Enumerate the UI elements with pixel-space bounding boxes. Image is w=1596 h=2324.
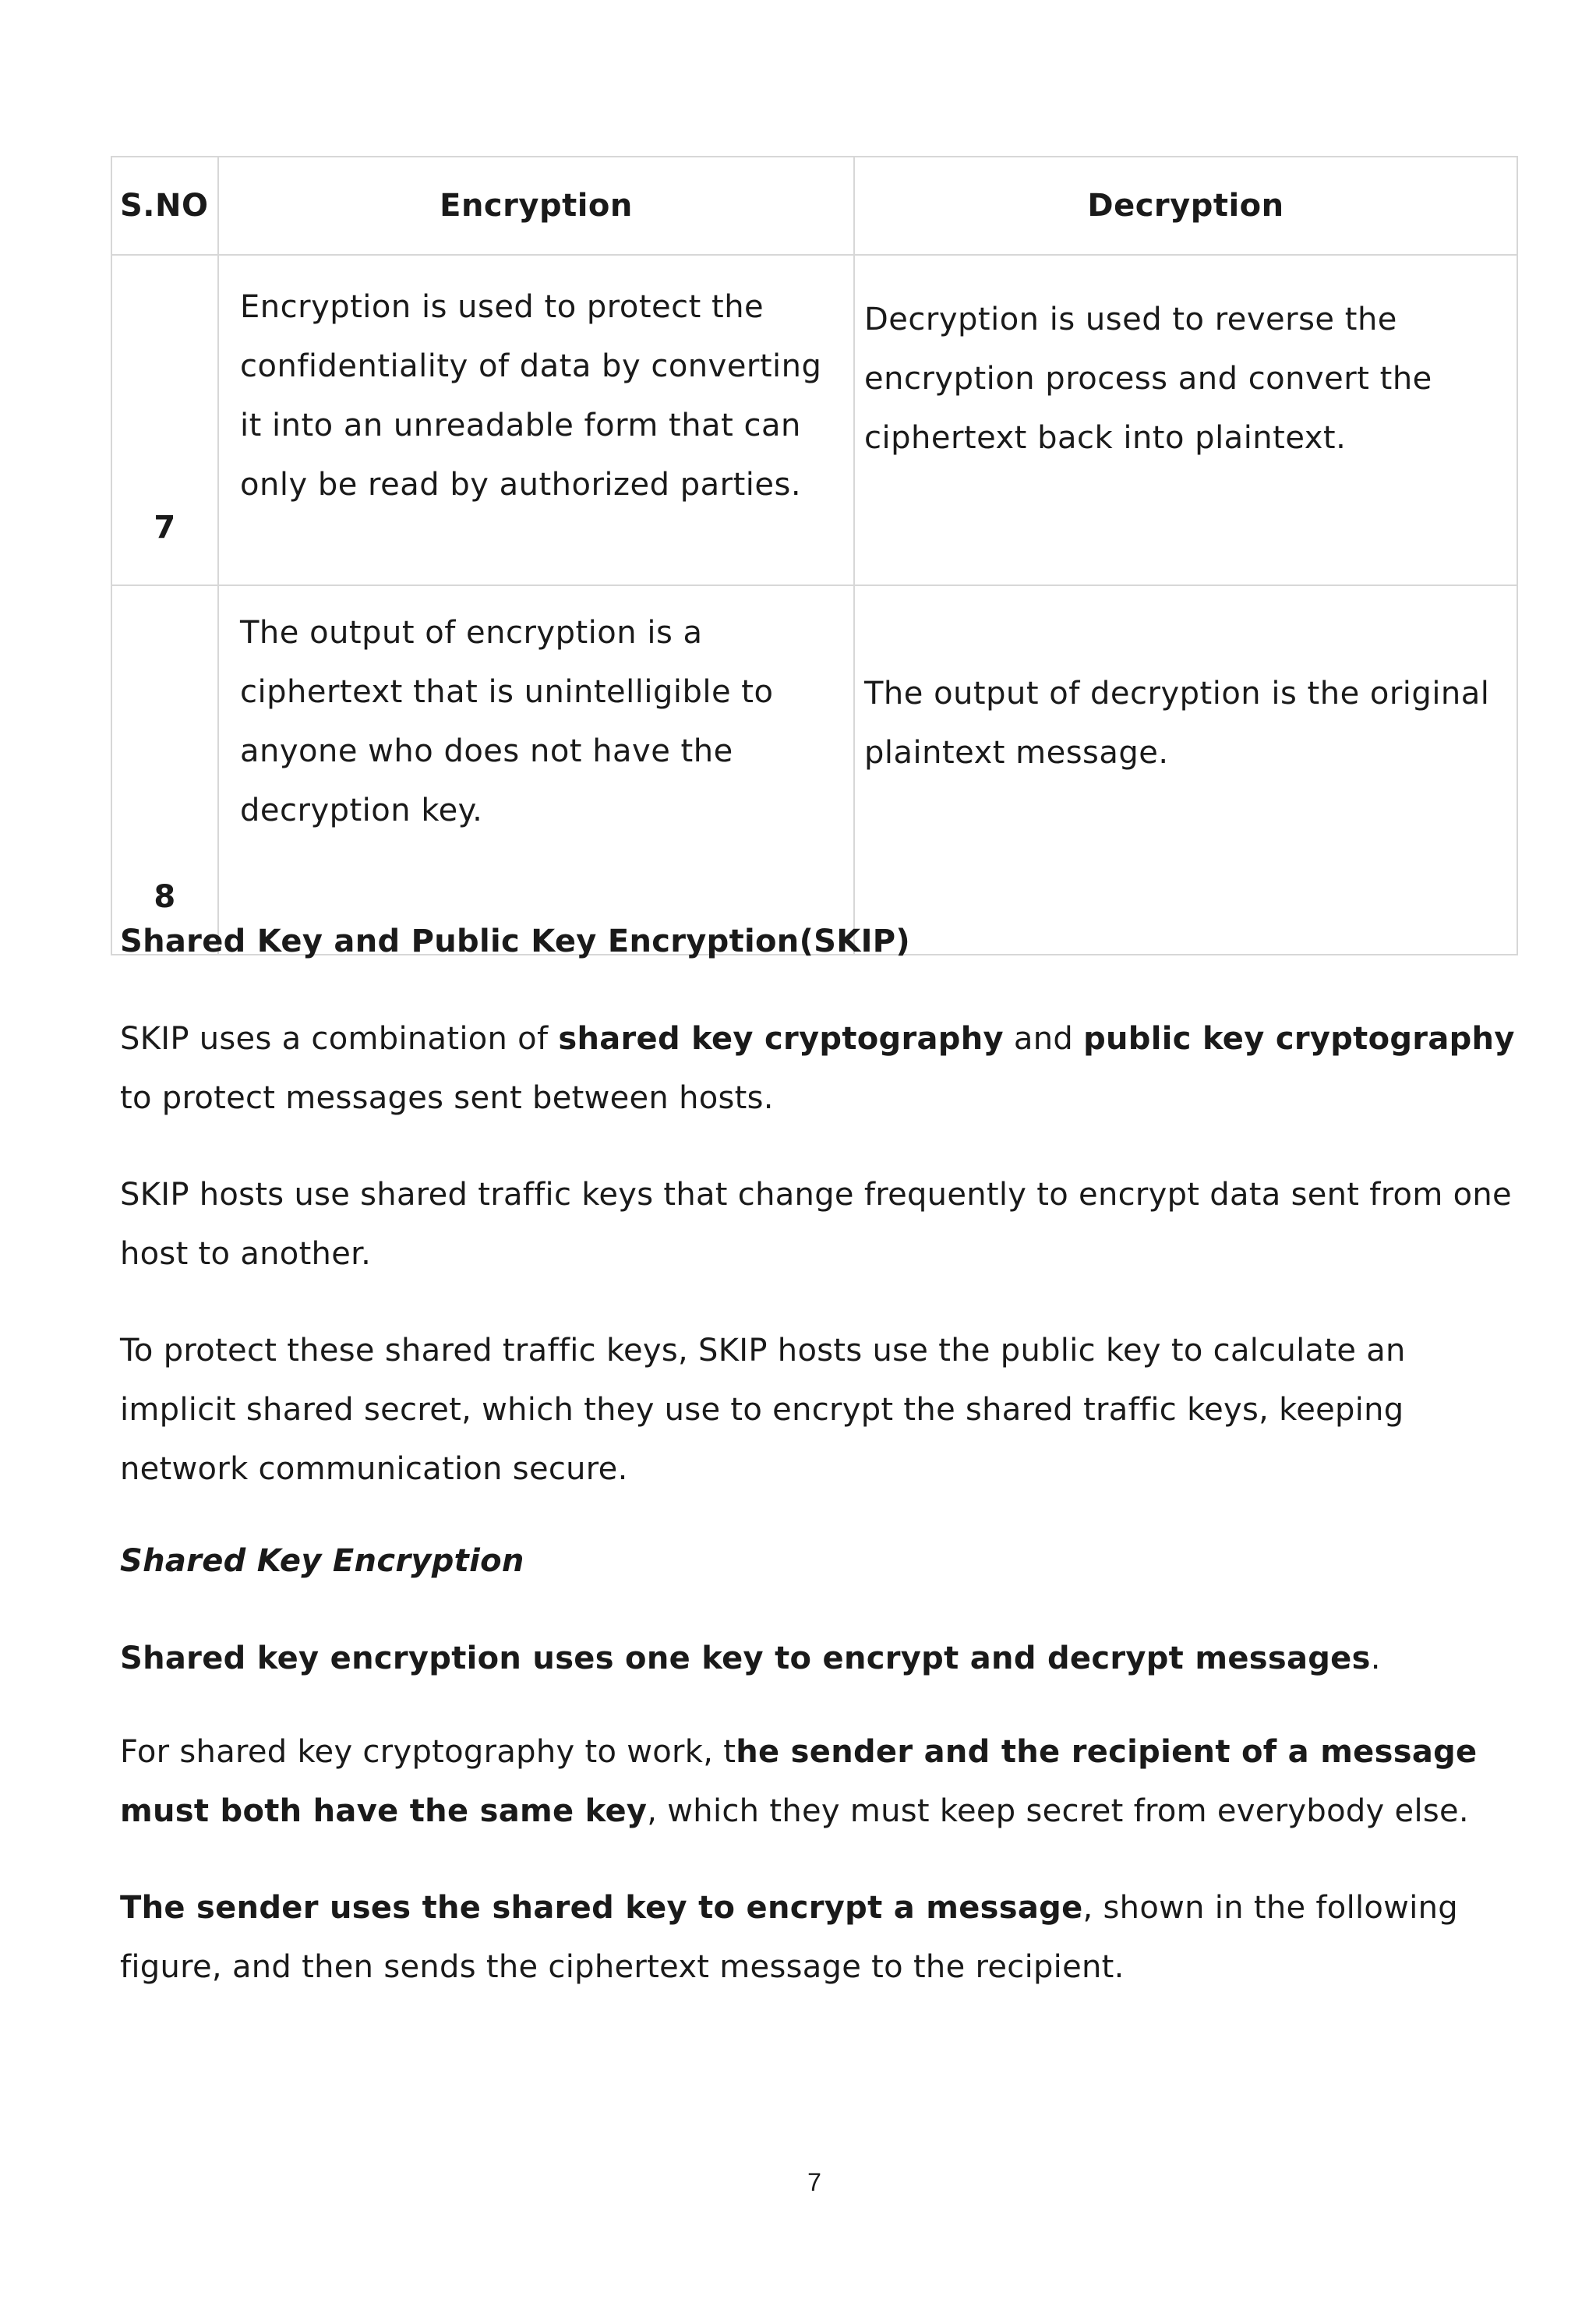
decryption-text: Decryption is used to reverse the encryption process and convert the ciphertext back into plaintext. [864,302,1432,456]
page-number: 7 [807,2168,821,2196]
table-header-row [111,157,1517,255]
encryption-cell [218,585,854,955]
subsection-heading: Shared Key Encryption [120,1543,524,1579]
paragraph-text: . [1370,1641,1381,1676]
bold-statement: he sender and the recipient of a message must both have the same key [120,1734,1478,1829]
paragraph-text: , which they must keep secret from everybody else. [647,1793,1469,1829]
bold-statement: The sender uses the shared key to encrypt a message [120,1890,1083,1926]
table-row [111,255,1517,585]
row-number: 7 [111,255,218,585]
decryption-cell [854,585,1517,955]
paragraph-text: and [1003,1021,1084,1057]
bold-statement: Shared key encryption uses one key to encrypt and decrypt messages [120,1641,1371,1676]
header-sno: S.NO [111,157,218,255]
header-encryption: Encryption [218,157,854,255]
paragraph [120,1629,1523,1688]
paragraph [120,1722,1523,1841]
row-number: 8 [111,585,218,955]
paragraph: To protect these shared traffic keys, SKIP hosts use the public key to calculate an implicit shared secret, which they use to encrypt the shared traffic keys, keeping network communication secure. [120,1333,1406,1487]
paragraph-text: to protect messages sent between hosts. [120,1080,774,1116]
decryption-text: The output of decryption is the original plaintext message. [864,676,1490,771]
bold-term: shared key cryptography [558,1021,1004,1057]
bold-term: public key cryptography [1083,1021,1515,1057]
encryption-text: Encryption is used to protect the confidentiality of data by converting it into an unreadable form that can only be read by authorized parties. [240,289,822,503]
paragraph-text: SKIP uses a combination of [120,1021,559,1057]
paragraph-text: For shared key cryptography to work, t [120,1734,736,1770]
paragraph-text: , shown in the following figure, and then sends the ciphertext message to the recipient. [120,1890,1458,1985]
paragraph [120,1878,1523,1997]
paragraph: SKIP hosts use shared traffic keys that change frequently to encrypt data sent from one host to another. [120,1177,1512,1272]
paragraph [120,1009,1523,1128]
decryption-cell [854,255,1517,585]
header-decryption: Decryption [854,157,1517,255]
encryption-cell [218,255,854,585]
comparison-table [111,156,1518,955]
encryption-text: The output of encryption is a ciphertext that is unintelligible to anyone who does not have the decryption key. [240,615,774,828]
table-row [111,585,1517,955]
section-heading: Shared Key and Public Key Encryption(SKIP) [120,924,910,959]
